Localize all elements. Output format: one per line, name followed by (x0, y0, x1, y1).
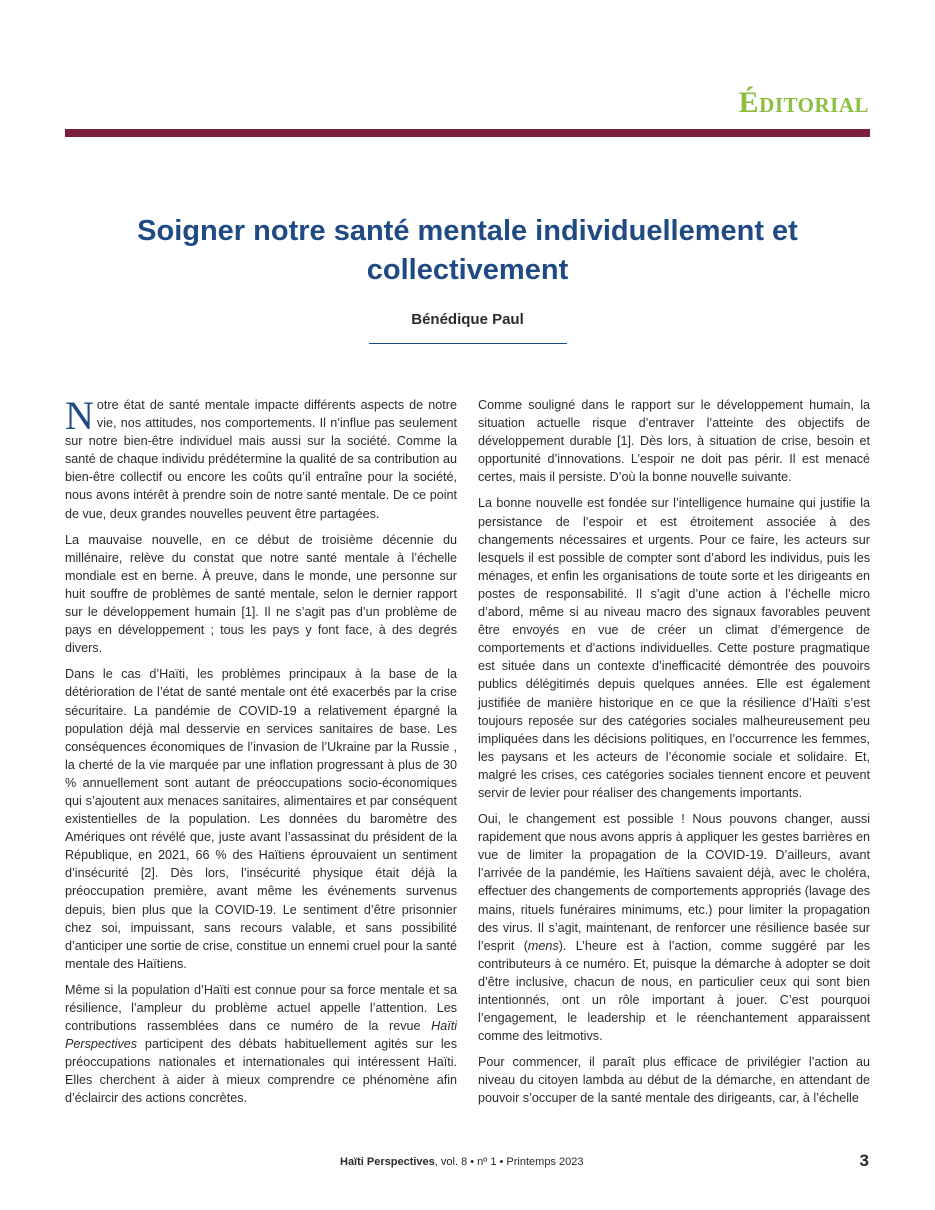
paragraph (65, 393, 457, 523)
right-column (478, 396, 870, 1116)
paragraph-text: ). L’heure est à l’action, comme suggéré par les contributeurs à ce numéro. Et, puisque la démarche à adopter se doit d’être inclusive, chacun de nous, en particulier ceux qui sont bien intentionnés, ont un rôle important à jouer. C’est pourquoi l’engagement, le leadership et le réenchantement apparaissent comme des leitmotivs. (478, 938, 870, 1044)
journal-name-italic: Haïti Perspectives (65, 1019, 457, 1052)
page-number: 3 (859, 1151, 869, 1170)
footer-citation (340, 1156, 583, 1168)
paragraph: La bonne nouvelle est fondée sur l’intelligence humaine qui justifie la persistance de l’espoir et est étroitement associée à des changements nécessaires et urgents. Pour ce faire, les acteurs sur lesquels il est possible de compter sont d’abord les individus, puis les ménages, et enfin les organisations de toute sorte et les dirigeants en postes de responsabilité. Il s’agit d’une action à l’échelle micro d’abord, même si au niveau macro des signaux favorables peuvent être envoyés en vue de créer un climat d’émergence de comportements et d’actions individuelles. Cette posture pragmatique est située dans un contexte d’inefficacité démontrée des pouvoirs publics délégitimés depuis quelques années. Elle est également justifiée de manière historique en ce que la résilience d’Haïti s’est toujours reposée sur des catégories sociales malheureusement peu impliquées dans les décisions politiques, en l’occurrence les femmes, les paysans et les acteurs de l’économie sociale et solidaire. Et, malgré les crises, ces catégories sociales tiennent encore et peuvent servir de levier pour réaliser des changements importants. (478, 496, 870, 800)
paragraph-text: Même si la population d’Haïti est connue pour sa force mentale et sa résilience, l’ampleur du problème actuel appelle l’attention. Les contributions rassemblées dans ce numéro de la revue (65, 982, 457, 1034)
header-rule (65, 129, 870, 137)
paragraph: Comme souligné dans le rapport sur le développement humain, la situation actuelle risque d’entraver l’atteinte des objectifs de développement durable [1]. Dès lors, à situation de crise, besoin et opportunité d’innovations. L’espoir ne doit pas périr. Il est menacé certes, mais il persiste. D’où la bonne nouvelle suivante. (478, 398, 870, 485)
drop-cap: N (65, 393, 94, 438)
paragraph (478, 810, 870, 1045)
paragraph-text: participent des débats habituellement agités sur les préoccupations nationales et internationales qui intéressent Haïti. Elles cherchent à aider à mieux comprendre ce phénomène afin d’éclaircir des actions concrètes. (65, 1037, 457, 1106)
section-label: Éditorial (738, 86, 869, 119)
footer-issue: , vol. 8 • nº 1 • Printemps 2023 (434, 1156, 584, 1168)
article-author: Bénédique Paul (411, 311, 524, 328)
latin-term-italic: mens (527, 938, 559, 953)
article-title: Soigner notre santé mentale individuellement et collectivement (137, 215, 798, 286)
paragraph (65, 981, 457, 1108)
paragraph: Pour commencer, il paraît plus efficace de privilégier l’action au niveau du citoyen lambda au début de la démarche, en attendant de pouvoir s’occuper de la santé mentale des dirigeants, car, à l’échelle (478, 1055, 870, 1106)
paragraph: Dans le cas d’Haïti, les problèmes principaux à la base de la détérioration de l’état de santé mentale ont été exacerbés par la crise sécuritaire. La pandémie de COVID-19 a relativement épargné la population déjà mal desservie en services sanitaires de base. Les conséquences économiques de l’invasion de l’Ukraine par la Russie , la cherté de la vie marquée par une inflation progressant à plus de 30 % annuellement sont autant de préoccupations socio-économiques qui s’ajoutent aux menaces sanitaires, alimentaires et par conséquent existentielles de la population. Les données du baromètre des Amériques ont révélé que, juste avant l’assassinat du président de la République, en 2021, 66 % des Haïtiens éprouvaient un sentiment d’insécurité [2]. Dès lors, l’insécurité physique était déjà la préoccupation première, avant même les événements survenus depuis, bien plus que la COVID-19. Le sentiment d’être prisonnier chez soi, impuissant, sans recours valable, et sans possibilité d’anticiper une sortie de crise, constitue un ennemi cruel pour la santé mentale des Haïtiens. (65, 667, 457, 971)
author-divider (369, 343, 567, 344)
paragraph: La mauvaise nouvelle, en ce début de troisième décennie du millénaire, relève du constat que notre santé mentale à l’échelle mondiale est en berne. À preuve, dans le monde, une personne sur huit souffre de problèmes de santé mentale, selon le dernier rapport sur le développement humain [1]. Il ne s’agit pas d’un problème de pays en développement ; tous les pays y font face, à des degrés divers. (65, 532, 457, 656)
footer-journal: Haïti Perspectives (340, 1156, 435, 1168)
paragraph-text: Oui, le changement est possible ! Nous pouvons changer, aussi rapidement que nous avons appris à appliquer les gestes barrières en vue de limiter la propagation de la COVID-19. D’ailleurs, avant l’arrivée de la pandémie, les Haïtiens savaient déjà, avec le choléra, effectuer des changements de comportements appropriés (lavage des mains, rituels funéraires minimums, etc.) pour limiter la propagation des virus. Il s’agit, maintenant, de renforcer une résilience basée sur l’esprit ( (478, 812, 870, 953)
left-column (65, 393, 457, 1116)
paragraph-text: otre état de santé mentale impacte différents aspects de notre vie, nos attitudes, nos comportements. Il n’influe pas seulement sur notre bien-être individuel mais aussi sur la société. Comme la santé de chaque individu prédétermine la qualité de sa contribution au bien-être collectif ou encore les coûts qu’il entraîne pour la société, nous avons intérêt à prendre soin de notre santé mentale. De ce point de vue, deux grandes nouvelles peuvent être partagées. (65, 398, 457, 521)
